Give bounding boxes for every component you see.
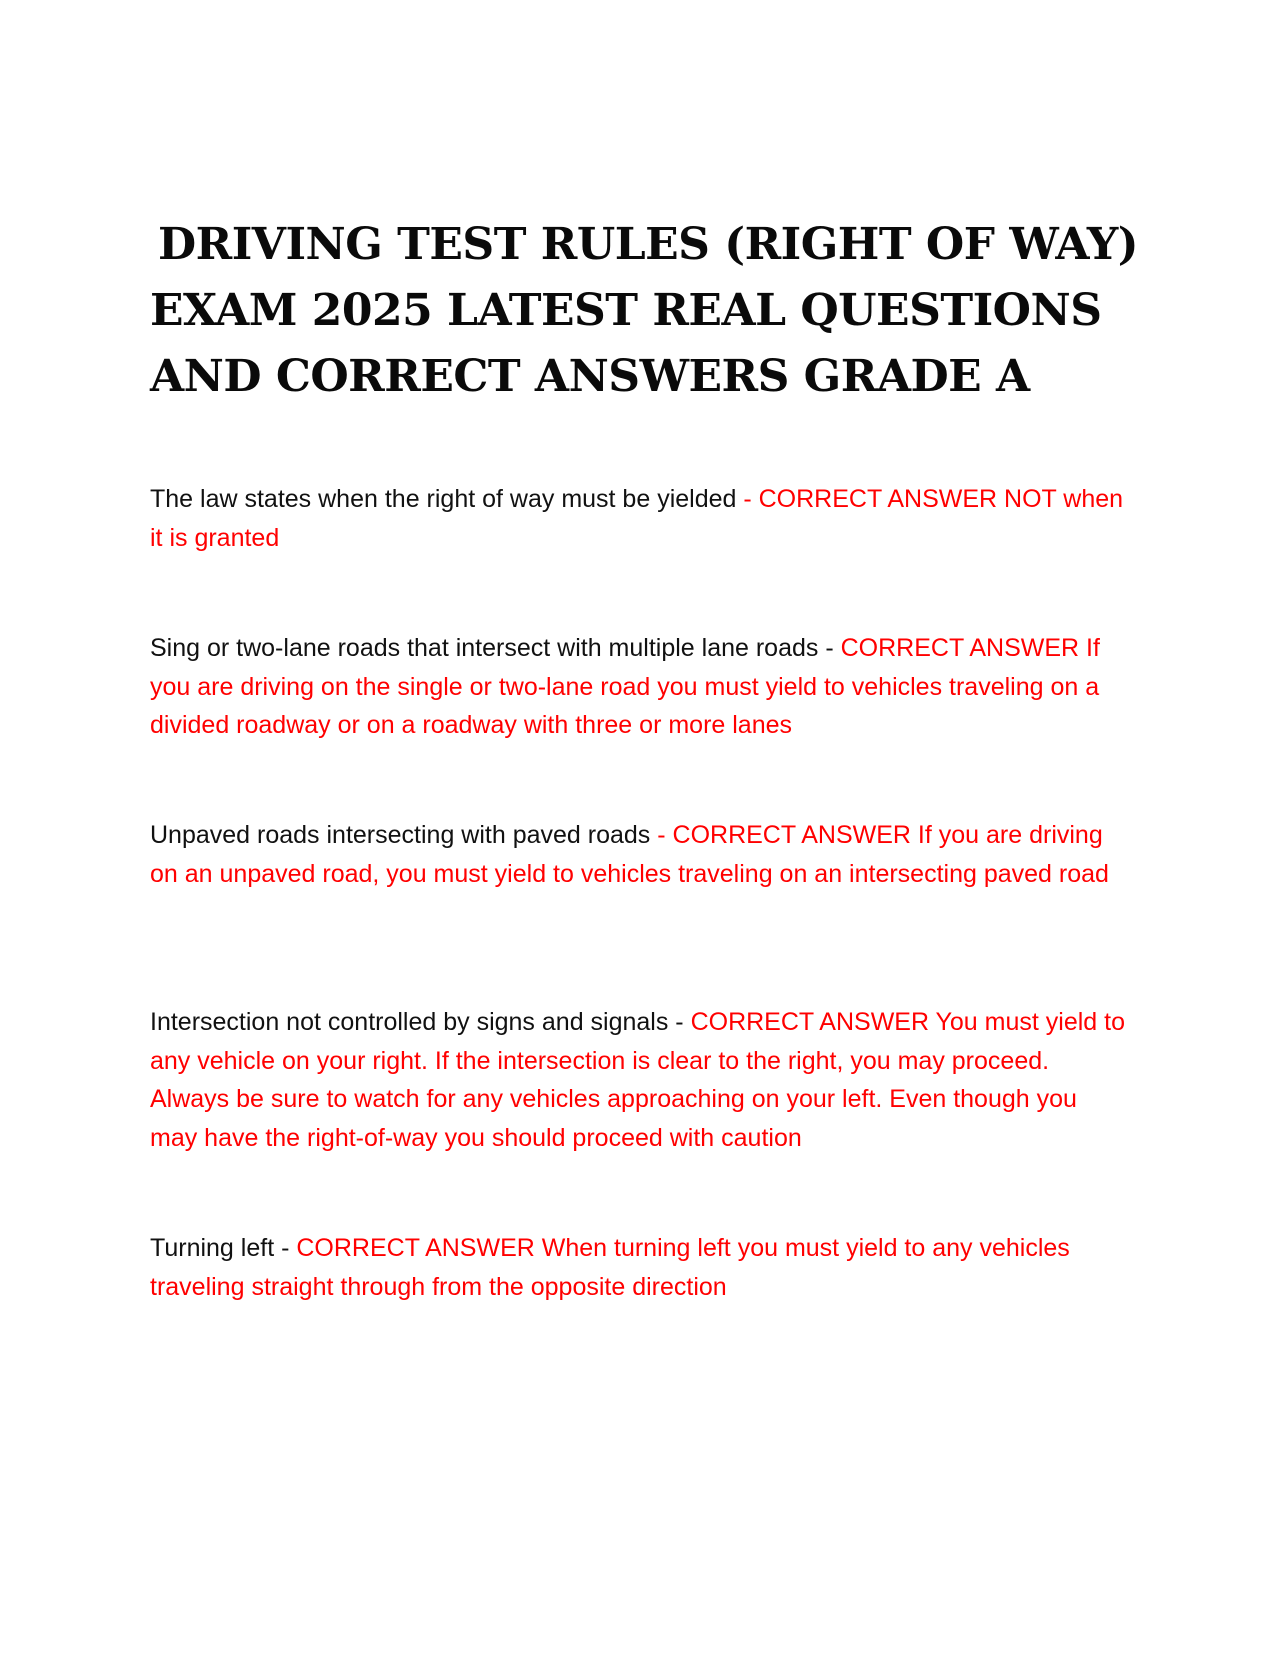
qa-item (150, 1229, 1130, 1306)
title-line: DRIVING TEST RULES (RIGHT OF WAY) (158, 219, 1139, 270)
question-text: Sing or two-lane roads that intersect with multiple lane roads - (150, 634, 841, 662)
question-text: Unpaved roads intersecting with paved roads (150, 821, 658, 849)
qa-item (150, 480, 1130, 557)
question-text: The law states when the right of way must be yielded (150, 485, 744, 513)
title-line: EXAM 2025 LATEST REAL QUESTIONS (150, 285, 1102, 336)
document-title (150, 212, 1150, 410)
answer-text: CORRECT ANSWER If you are driving on the single or two-lane road you must yield to vehicles traveling on a divided roadway or on a roadway with three or more lanes (150, 634, 1100, 739)
answer-text: CORRECT ANSWER You must yield to any vehicle on your right. If the intersection is clear to the right, you may proceed. Always be sure to watch for any vehicles approaching on your left. Even though you may have the right-of-way you should proceed with caution (150, 1008, 1125, 1152)
qa-item (150, 816, 1130, 893)
qa-item (150, 629, 1130, 745)
question-text: Intersection not controlled by signs and signals - (150, 1008, 691, 1036)
question-text: Turning left - (150, 1234, 297, 1262)
answer-text: CORRECT ANSWER When turning left you must yield to any vehicles traveling straight through from the opposite direction (150, 1234, 1070, 1301)
answer-text: - CORRECT ANSWER NOT when it is granted (150, 485, 1124, 552)
qa-item (150, 1003, 1130, 1157)
answer-text: - CORRECT ANSWER If you are driving on an unpaved road, you must yield to vehicles traveling on an intersecting paved road (150, 821, 1109, 888)
title-line: AND CORRECT ANSWERS GRADE A (150, 351, 1030, 402)
